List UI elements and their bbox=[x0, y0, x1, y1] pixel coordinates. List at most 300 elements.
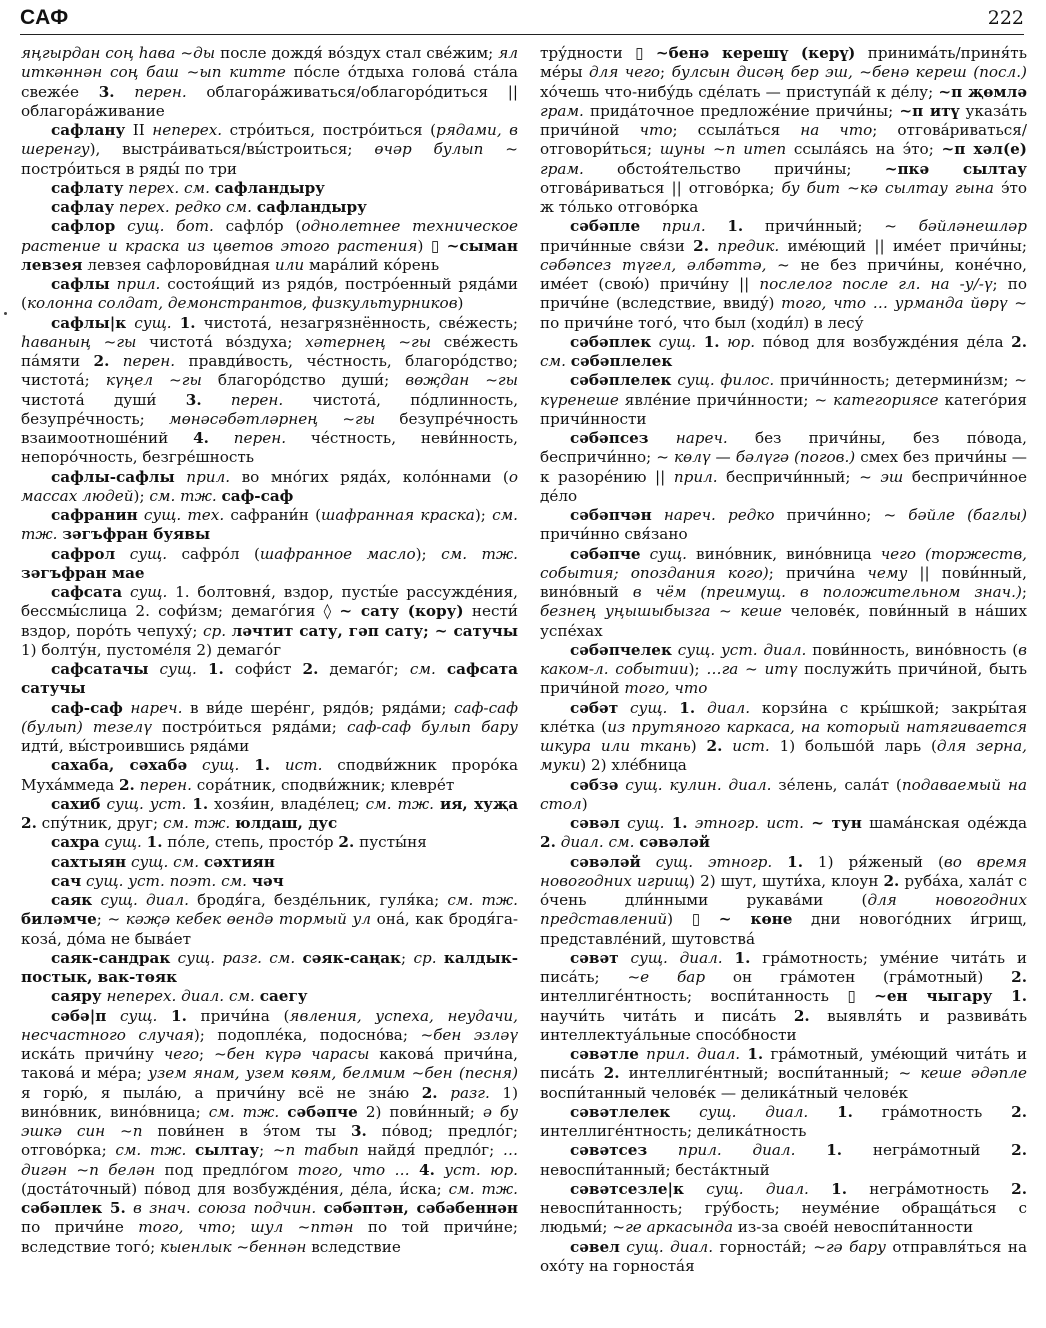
entry-headword: сәвәт bbox=[570, 948, 619, 967]
entry-label: диал. см. bbox=[560, 833, 635, 852]
entry-text: не без причи́ны, коне́чно, име́ет (свою́) причи́ну || bbox=[540, 255, 1027, 293]
entry-headword: 2. bbox=[1011, 332, 1028, 351]
entry-text: пови́нен в э́том ты bbox=[142, 1122, 351, 1140]
entry-text: челове́к, пови́нный в на́ших успе́хах bbox=[540, 602, 1028, 640]
entry-headword: ~бенә керешү (керү) bbox=[655, 44, 856, 62]
entry-text bbox=[641, 545, 650, 563]
entry-headword: 2. bbox=[603, 1064, 620, 1083]
entry-text bbox=[106, 1007, 120, 1025]
entry-text: сафро́л ( bbox=[167, 544, 260, 563]
entry-text bbox=[148, 660, 159, 678]
dictionary-entry bbox=[21, 795, 518, 834]
entry-text bbox=[808, 1103, 837, 1121]
entry-label: ~ бәйле (баглы) bbox=[883, 506, 1028, 524]
entry-text: причи́нно свя́зано bbox=[540, 525, 688, 544]
entry-text: я горю́, я пыла́ю, а причи́ну всё не зна́ю bbox=[21, 1083, 422, 1102]
dictionary-entry bbox=[21, 872, 518, 891]
entry-label: хәтернең ~гы bbox=[305, 332, 432, 351]
entry-text: воспи́танный челове́к — делика́тный челове́к bbox=[540, 1083, 908, 1102]
entry-label: ист. bbox=[732, 737, 770, 755]
entry-label: сущ. bbox=[104, 833, 142, 852]
entry-headword: ~пкә сылтау bbox=[884, 159, 1027, 178]
entry-label: того, что bbox=[624, 679, 708, 698]
entry-text: негра́мотный bbox=[842, 1141, 1012, 1160]
entry-label: чего bbox=[163, 1045, 200, 1063]
entry-text: ; bbox=[1021, 583, 1027, 601]
entry-headword: ия, хуҗа 2. bbox=[21, 794, 519, 832]
entry-headword: 4. bbox=[193, 429, 209, 447]
entry-text: гра́мотность bbox=[852, 1102, 1012, 1121]
entry-headword: саяк-сандрак bbox=[51, 948, 171, 967]
dictionary-entry bbox=[21, 468, 518, 507]
dictionary-entry bbox=[540, 814, 1027, 853]
entry-text: чистота́ во́здуха; bbox=[136, 332, 306, 351]
entry-text bbox=[618, 699, 630, 717]
entry-headword: 1. bbox=[837, 1102, 853, 1121]
entry-label: или bbox=[274, 255, 305, 274]
entry-headword: сахиб bbox=[51, 794, 101, 813]
entry-headword: сәбәплек bbox=[570, 332, 652, 351]
entry-label: сущ. bbox=[120, 1006, 158, 1025]
entry-text: ); bbox=[133, 486, 150, 505]
entry-text: невоспи́танность; гру́бость; неуме́ние обраща́ться с людьми́; bbox=[540, 1199, 1027, 1237]
dictionary-entry bbox=[540, 506, 1027, 545]
entry-label: в знач. союза подчин. bbox=[133, 1199, 317, 1217]
entry-label: өчәр булып ~ bbox=[374, 140, 518, 159]
entry-headword: 2. bbox=[302, 660, 319, 678]
entry-headword: сәбә|п bbox=[51, 1006, 107, 1025]
entry-text: ) ▯ bbox=[667, 910, 719, 929]
entry-headword: сәвәләй bbox=[570, 852, 641, 871]
dictionary-entry bbox=[21, 853, 518, 872]
entry-label: шафранное масло bbox=[259, 544, 416, 563]
entry-label: …га ~ итү bbox=[706, 660, 798, 678]
entry-headword: 2. bbox=[706, 737, 723, 755]
entry-label: на что bbox=[800, 121, 873, 139]
dictionary-entry bbox=[540, 217, 1027, 333]
entry-label: разг. bbox=[450, 1083, 490, 1102]
entry-headword: сәбәплек 5. bbox=[21, 1199, 126, 1217]
entry-headword: ~ сату (кору) bbox=[339, 602, 464, 621]
entry-text: в ви́де шере́нг, рядо́в; ряда́ми; bbox=[182, 698, 454, 717]
entry-label: см. тж. bbox=[447, 891, 519, 909]
entry-label: ср. bbox=[203, 621, 227, 640]
entry-text bbox=[126, 1199, 133, 1217]
entry-headword: сәвәтлелек bbox=[570, 1102, 671, 1121]
entry-text: ), выстра́иваться/вы́строиться; bbox=[89, 140, 375, 159]
entry-label: см. bbox=[540, 352, 566, 370]
entry-label: чего (торжеств, события; опоздания кого) bbox=[540, 544, 1028, 582]
entry-label: булсын дисәң бер эш, ~бенә кереш (посл.) bbox=[671, 63, 1027, 82]
entry-headword: сәхтиян bbox=[203, 852, 275, 871]
entry-label: сущ. бот. bbox=[127, 217, 214, 236]
entry-text: мара́лий ко́рень bbox=[304, 255, 440, 274]
entry-headword: 1. bbox=[831, 1179, 847, 1198]
entry-label: ~п табып bbox=[272, 1141, 359, 1160]
entry-headword: сәвел bbox=[570, 1237, 620, 1256]
entry-text: ) 2) шут, шути́ха, клоун bbox=[689, 871, 884, 890]
entry-label: узем янам, узем көям, белмим ~бен (песня) bbox=[148, 1064, 519, 1083]
entry-text bbox=[640, 217, 662, 235]
entry-text: он гра́мотен (гра́мотный) bbox=[705, 968, 1012, 986]
page-number: 222 bbox=[987, 7, 1024, 29]
entry-label: о массах людей bbox=[21, 467, 518, 505]
entry-text: прида́точное предложе́ние причи́ны; bbox=[583, 101, 900, 120]
page-header bbox=[20, 4, 1024, 35]
entry-text: 1) ря́женый ( bbox=[803, 852, 944, 871]
dictionary-entry bbox=[21, 121, 518, 179]
left-column bbox=[21, 44, 518, 1257]
entry-text: ) 2) хле́бница bbox=[580, 756, 687, 775]
dictionary-entry bbox=[540, 333, 1027, 372]
entry-label: во время новогодних игрищ bbox=[540, 852, 1027, 890]
entry-text bbox=[157, 1007, 171, 1025]
entry-text: сафло́р ( bbox=[213, 217, 302, 236]
entry-headword: сафлы-сафлы bbox=[51, 467, 175, 486]
entry-headword: биләмче bbox=[21, 910, 97, 929]
entry-headword: сәбәпчелек bbox=[570, 640, 672, 659]
entry-text: под предло́гом bbox=[155, 1160, 298, 1179]
entry-text: причи́нность; детермини́зм; bbox=[774, 371, 1015, 390]
entry-headword: 1. bbox=[734, 948, 751, 967]
entry-text bbox=[270, 756, 285, 774]
entry-headword: сәвәл bbox=[570, 814, 620, 832]
entry-text: ; по причи́не (вследствие, ввиду́) bbox=[540, 275, 1027, 313]
entry-text bbox=[170, 949, 177, 967]
entry-label: сущ. bbox=[649, 544, 687, 563]
entry-text bbox=[688, 814, 695, 832]
entry-text: ; ссыла́ться bbox=[672, 121, 801, 139]
dictionary-entry bbox=[540, 641, 1027, 699]
entry-text bbox=[641, 853, 656, 871]
entry-text bbox=[695, 699, 707, 717]
entry-text: постро́иться ряда́ми; bbox=[151, 717, 347, 736]
entry-headword: 1. bbox=[727, 217, 744, 236]
entry-headword: калдык-постык, вак-төяк bbox=[21, 948, 519, 986]
entry-text: гра́мотный, уме́ющий чита́ть и писа́ть bbox=[540, 1045, 1028, 1083]
entry-label: ~гә бару bbox=[813, 1237, 886, 1256]
entry-headword: сәвәтле bbox=[570, 1045, 639, 1063]
dictionary-entry bbox=[21, 949, 518, 988]
entry-headword: зәгъфран буявы bbox=[62, 525, 211, 544]
entry-label: того, что … урманда йөрү ~ bbox=[781, 294, 1027, 313]
entry-text: сподви́жник проро́ка Муха́ммеда bbox=[21, 756, 519, 794]
entry-text: невоспи́танный; беста́ктный bbox=[540, 1160, 770, 1179]
entry-text: 1) большо́й ларь ( bbox=[769, 737, 937, 755]
entry-headword: ләчтит сату, гәп сату; ~ сатучы bbox=[231, 621, 519, 640]
entry-text: из-за свое́й невоспи́танности bbox=[733, 1218, 974, 1237]
entry-label: перех. редко см. bbox=[118, 198, 252, 216]
dictionary-entry bbox=[21, 198, 518, 217]
entry-headword: юлдаш, дус bbox=[235, 814, 338, 832]
entry-text: указа́ть причи́ной bbox=[540, 101, 1027, 139]
entry-text: ; причи́на bbox=[768, 563, 868, 582]
entry-label: сущ. разг. см. bbox=[177, 948, 296, 967]
dictionary-entry bbox=[21, 660, 518, 699]
entry-text: ) bbox=[690, 737, 707, 755]
entry-label: подаваемый на стол bbox=[540, 775, 1028, 813]
entry-label: сущ. кулин. диал. bbox=[625, 775, 772, 794]
entry-text: (доста́точный) по́вод для возбужде́ния, де́ла, и́ска; bbox=[21, 1179, 449, 1198]
entry-label: сущ. диал. bbox=[706, 1179, 809, 1198]
entry-headword: 1. bbox=[671, 814, 688, 832]
entry-text: име́ющий || име́ет причи́ны; bbox=[779, 236, 1028, 255]
entry-text bbox=[652, 506, 664, 524]
entry-text: софи́ст bbox=[223, 660, 303, 678]
entry-label: сущ. уст. bbox=[106, 794, 187, 813]
dictionary-entry bbox=[540, 429, 1027, 506]
entry-text bbox=[648, 429, 675, 447]
dictionary-entry bbox=[21, 987, 518, 1006]
entry-text: во мно́гих ряда́х, коло́ннами ( bbox=[230, 467, 509, 486]
entry-headword: ~п җөмлә bbox=[938, 82, 1027, 101]
entry-text: ; bbox=[401, 948, 414, 967]
entry-label: прил. bbox=[673, 467, 718, 486]
entry-text: ) bbox=[457, 294, 464, 313]
dictionary-entry bbox=[540, 371, 1027, 429]
entry-headword: сәбәптән, сәбәбеннән bbox=[323, 1199, 518, 1217]
entry-text: она́, как бродя́га-коза́, до́ма не быва́ет bbox=[21, 910, 519, 948]
entry-text: беспричи́нный; bbox=[717, 467, 860, 486]
entry-text: причи́нный; bbox=[743, 217, 885, 236]
entry-label: сущ. тех. bbox=[143, 506, 225, 524]
dictionary-entry bbox=[21, 583, 518, 660]
dictionary-entry bbox=[21, 891, 518, 949]
entry-label: ~бен эзләү bbox=[420, 1025, 518, 1044]
entry-label: шул ~птән bbox=[250, 1218, 354, 1237]
entry-text: по́вод для возбужде́ния де́ла bbox=[755, 332, 1012, 351]
entry-text: иска́ть причи́ну bbox=[21, 1045, 164, 1063]
dictionary-entry bbox=[540, 545, 1027, 641]
entry-label: того, что … bbox=[297, 1160, 410, 1179]
entry-label: прил. bbox=[661, 217, 706, 236]
entry-label: послелог после гл. на -у/-ү bbox=[759, 275, 993, 293]
entry-label: прил. диал. bbox=[646, 1045, 741, 1063]
entry-text: || пови́нный, вино́вный bbox=[540, 563, 1027, 601]
entry-text bbox=[115, 545, 129, 563]
entry-label: сущ. bbox=[627, 814, 665, 832]
entry-headword: 1. bbox=[146, 833, 163, 852]
entry-text: стро́иться, постро́иться ( bbox=[222, 121, 436, 139]
entry-label: ~ көлү — бәлүгә (погов.) bbox=[656, 448, 856, 467]
dictionary-entry bbox=[21, 275, 518, 314]
entry-label: предик. bbox=[717, 236, 780, 255]
entry-text: ); подопле́ка, подосно́ва; bbox=[193, 1025, 421, 1044]
entry-label: в чём (преимущ. в положительном знач.) bbox=[632, 583, 1022, 601]
entry-text: безупре́чность взаимоотноше́ний bbox=[21, 409, 518, 447]
entry-text bbox=[279, 1103, 287, 1121]
entry-text bbox=[202, 391, 231, 409]
entry-text: вино́вник, вино́вница bbox=[687, 544, 881, 563]
entry-text: тру́дности ▯ bbox=[540, 44, 656, 62]
entry-headword: ~п хәл(е) bbox=[941, 140, 1027, 159]
entry-headword: сафлор bbox=[51, 217, 116, 236]
entry-text: по той причи́не; вследствие того́; bbox=[21, 1218, 518, 1256]
entry-headword: 1. bbox=[254, 756, 271, 775]
entry-label: сущ. см. bbox=[130, 852, 200, 871]
entry-text: по причи́не bbox=[21, 1218, 139, 1237]
entry-text bbox=[684, 1180, 706, 1198]
entry-label: см. тж. bbox=[441, 544, 518, 563]
entry-label: ~ кәҗә кебек өендә тормый ул bbox=[107, 910, 371, 929]
entry-headword: ~п итү bbox=[899, 101, 960, 120]
entry-label: сущ. диал. bbox=[626, 1237, 714, 1256]
entry-text: зе́лень, сала́т ( bbox=[771, 775, 902, 794]
entry-text: по́ле, степь, просто́р bbox=[162, 833, 339, 852]
right-column bbox=[540, 44, 1027, 1276]
dictionary-entry bbox=[21, 545, 518, 584]
entry-text bbox=[115, 83, 135, 101]
entry-text: выявля́ть и развива́ть интеллектуа́льные спосо́бности bbox=[540, 1006, 1027, 1044]
entry-label: см. тж. bbox=[115, 1141, 187, 1160]
entry-text: негра́мотность bbox=[846, 1179, 1012, 1198]
entry-label: см. тж. bbox=[448, 1179, 518, 1198]
entry-headword: 1. bbox=[787, 852, 804, 871]
entry-label: перен. bbox=[230, 390, 284, 409]
entry-headword: 1. bbox=[207, 660, 224, 678]
entry-headword: 4. bbox=[419, 1160, 435, 1179]
entry-label: саф-саф (булып) тезелү bbox=[21, 698, 519, 736]
entry-text: отправля́ться на охо́ту на горноста́я bbox=[540, 1237, 1028, 1275]
entry-headword: 1. bbox=[747, 1045, 764, 1063]
entry-text: ); bbox=[474, 506, 493, 524]
entry-text bbox=[197, 660, 208, 678]
entry-text: II bbox=[125, 121, 153, 139]
entry-headword: сафсата bbox=[51, 583, 123, 601]
entry-label: ~ге аркасында bbox=[612, 1218, 734, 1237]
entry-text bbox=[209, 429, 234, 447]
dictionary-entry bbox=[540, 699, 1027, 776]
entry-headword: сәбәплелек bbox=[570, 352, 673, 370]
entry-text bbox=[410, 1161, 419, 1179]
entry-text: ) ▯ bbox=[417, 236, 447, 255]
dictionary-entry bbox=[540, 1238, 1027, 1277]
dictionary-entry bbox=[21, 756, 518, 795]
entry-text bbox=[696, 333, 704, 351]
entry-headword: саяк bbox=[51, 891, 93, 909]
entry-text: ) bbox=[581, 794, 588, 813]
entry-text bbox=[122, 583, 130, 601]
entry-text: смех без причи́ны — к разоре́нию || bbox=[540, 448, 1027, 486]
entry-text: ; bbox=[96, 910, 108, 929]
entry-text: явле́ние причи́нности; bbox=[618, 390, 815, 409]
entry-text bbox=[651, 333, 659, 351]
dictionary-entry bbox=[21, 699, 518, 757]
entry-label: прил. bbox=[186, 467, 231, 486]
entry-text: бродя́га, безде́льник, гуля́ка; bbox=[188, 891, 448, 909]
entry-headword: саф-саф bbox=[221, 486, 294, 505]
dictionary-entry bbox=[21, 833, 518, 852]
entry-text bbox=[110, 275, 117, 293]
entry-label: ~ күренеше bbox=[540, 371, 1027, 409]
entry-label: перен. bbox=[233, 429, 287, 447]
entry-label: в каком-л. событии bbox=[540, 640, 1027, 678]
entry-headword: 2. bbox=[338, 833, 355, 852]
entry-text: катего́рия причи́нности bbox=[540, 390, 1027, 428]
entry-label: ~ кеше әдәпле bbox=[898, 1064, 1027, 1083]
entry-text: пусты́ня bbox=[354, 833, 427, 852]
dictionary-entry bbox=[540, 949, 1027, 1045]
entry-label: чему bbox=[867, 563, 908, 582]
entry-label: сущ. уст. поэт. см. bbox=[86, 871, 248, 890]
entry-text: руба́ха, хала́т с о́чень дли́нными рукава́ми ( bbox=[540, 871, 1027, 909]
entry-headword: сафлы bbox=[51, 275, 110, 293]
entry-headword: сәбәпчән bbox=[570, 506, 652, 524]
entry-label: см. bbox=[409, 660, 436, 678]
entry-headword: 2. bbox=[1011, 1102, 1028, 1121]
entry-label: ял иткәннән соң баш ~ып китте bbox=[21, 44, 518, 82]
entry-headword: сафлау bbox=[51, 198, 115, 216]
entry-label: см. тж. bbox=[365, 794, 434, 813]
dictionary-entry bbox=[21, 44, 518, 121]
entry-label: перен. bbox=[122, 352, 176, 370]
entry-text: нести́ вздор, поро́ть чепуху́; bbox=[21, 602, 519, 640]
entry-text: какова́ причи́на, такова́ и ме́ра; bbox=[21, 1045, 518, 1083]
entry-text: вследствие bbox=[306, 1237, 401, 1256]
entry-label: этногр. ист. bbox=[694, 814, 804, 832]
entry-label: ~ эш bbox=[859, 467, 904, 486]
entry-headword: 2. bbox=[93, 352, 110, 370]
entry-label: ~ категориясе bbox=[814, 390, 939, 409]
entry-label: … дигән ~п белән bbox=[21, 1141, 519, 1179]
entry-text: благоро́дство души́; bbox=[201, 371, 406, 390]
entry-headword: 3. bbox=[98, 82, 115, 101]
entry-label: сущ. филос. bbox=[677, 371, 775, 390]
entry-headword: ~ көне bbox=[718, 910, 793, 929]
entry-label: неперех. диал. см. bbox=[106, 987, 255, 1006]
entry-text: после дождя́ во́здух стал све́жим; bbox=[215, 44, 499, 62]
entry-headword: 2. bbox=[793, 1006, 810, 1025]
entry-headword: сафландыру bbox=[256, 198, 367, 216]
entry-headword: сәбзә bbox=[570, 775, 619, 794]
dictionary-entry bbox=[540, 1045, 1027, 1103]
entry-headword: сафлату bbox=[51, 178, 124, 197]
entry-label: см. тж. bbox=[21, 506, 519, 544]
entry-label: ср. bbox=[413, 948, 437, 967]
dictionary-entry bbox=[21, 1007, 518, 1257]
entry-headword: сахтыян bbox=[51, 852, 127, 871]
entry-headword: сәвәләй bbox=[639, 833, 710, 852]
entry-text bbox=[772, 853, 787, 871]
entry-headword: сәбәт bbox=[570, 698, 619, 717]
entry-headword: 3. bbox=[350, 1122, 367, 1140]
entry-text: э́то ж то́лько отгово́рка bbox=[540, 178, 1027, 216]
entry-label: неперех. bbox=[152, 121, 223, 139]
entry-label: см. тж. bbox=[208, 1102, 280, 1121]
entry-headword: 1. bbox=[171, 1006, 187, 1025]
entry-label: явления, успеха, неудачи, несчастного случая bbox=[21, 1006, 519, 1044]
entry-text: левзея сафлорови́дная bbox=[82, 255, 275, 274]
entry-text: причи́на ( bbox=[186, 1006, 290, 1025]
entry-label: юр. bbox=[727, 332, 756, 351]
entry-headword: сафлану bbox=[51, 121, 126, 139]
entry-text bbox=[109, 352, 122, 370]
entry-text: чистота́, по́длинность, безупре́чность; bbox=[21, 390, 519, 428]
entry-label: сущ. уст. диал. bbox=[677, 640, 807, 659]
entry-headword: сәбәплелек bbox=[570, 371, 672, 390]
entry-label: кыенлык ~беннән bbox=[160, 1237, 307, 1256]
entry-label: см. тж. bbox=[162, 814, 231, 832]
entry-text: горноста́й; bbox=[713, 1237, 814, 1256]
entry-headword: сәбәпче bbox=[570, 544, 641, 563]
entry-text: 1) вино́вник, вино́вница; bbox=[21, 1083, 519, 1121]
entry-text bbox=[295, 949, 302, 967]
entry-label: для новогодних представлений bbox=[540, 891, 1028, 929]
entry-text: ; bbox=[230, 1218, 251, 1237]
entry-text: сора́тник, сподви́жник; клевре́т bbox=[191, 775, 455, 794]
entry-label: сущ. bbox=[134, 313, 172, 332]
entry-label: перех. см. bbox=[128, 178, 210, 197]
